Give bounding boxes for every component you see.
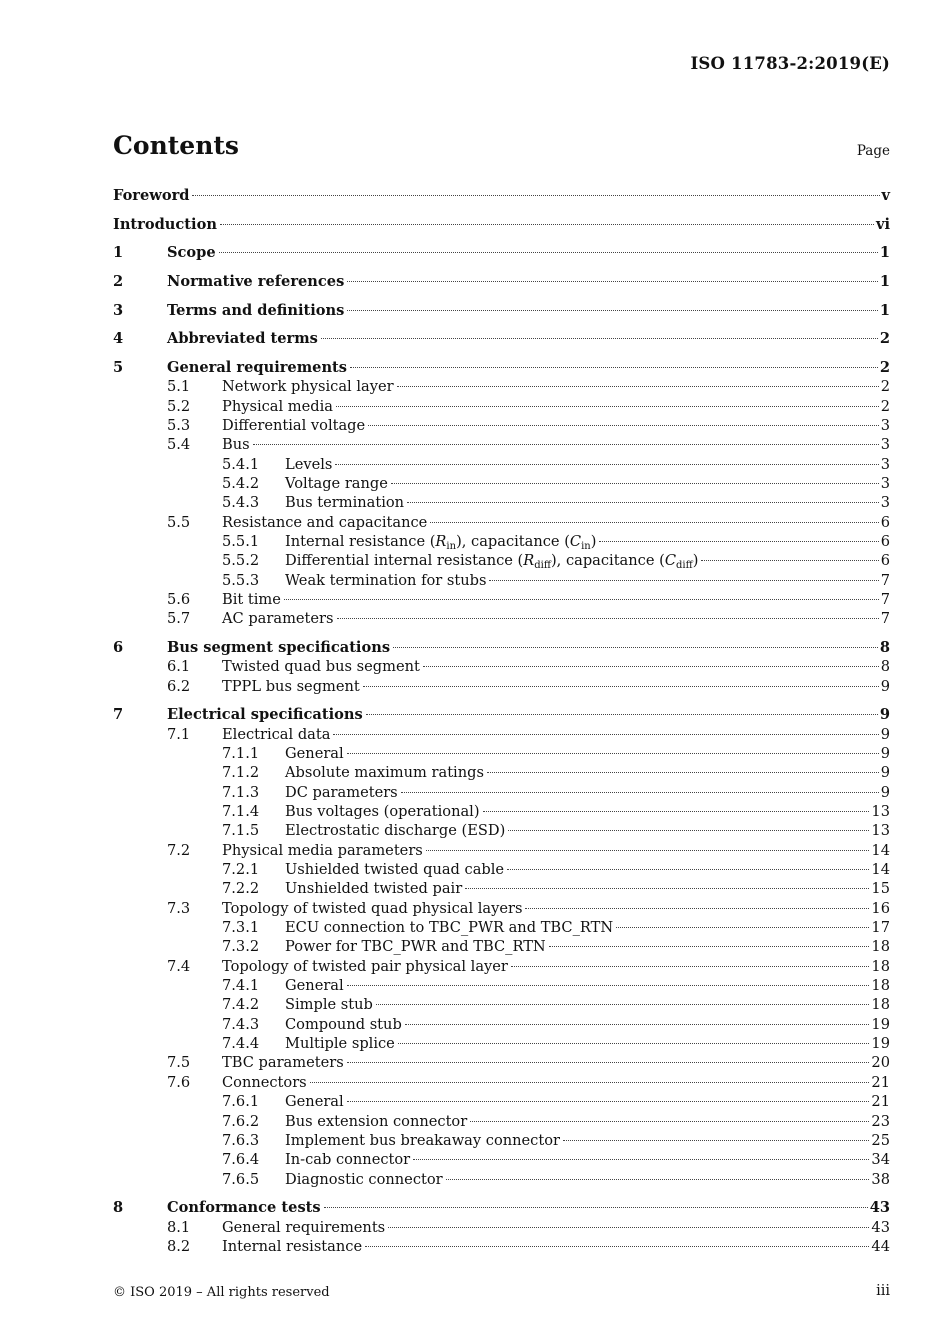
toc-entry-title: Bus voltages (operational) xyxy=(285,803,480,820)
dot-leader xyxy=(253,444,879,445)
toc-entry-title: General xyxy=(285,744,344,762)
dot-leader xyxy=(347,281,878,282)
contents-title: Contents xyxy=(113,131,240,160)
dot-leader xyxy=(363,686,879,687)
dot-leader xyxy=(284,599,879,600)
toc-entry[interactable] xyxy=(0,272,950,291)
toc-entry-page: 1 xyxy=(879,244,890,262)
toc-entry-number: 5.5 xyxy=(167,513,191,531)
toc-entry[interactable] xyxy=(0,329,950,348)
document-id: ISO 11783-2:2019(E) xyxy=(690,54,890,73)
toc-entry[interactable] xyxy=(0,638,950,657)
copyright-notice: © ISO 2019 – All rights reserved xyxy=(113,1285,330,1300)
dot-leader xyxy=(465,888,869,889)
dot-leader xyxy=(388,1227,869,1228)
dot-leader xyxy=(368,425,879,426)
toc-entry[interactable] xyxy=(0,1218,950,1237)
subscript: in xyxy=(581,540,591,552)
toc-entry-title: ECU connection to TBC_PWR and TBC_RTN xyxy=(285,919,614,937)
toc-entry[interactable] xyxy=(0,397,950,416)
toc-entry-number: 5.5.3 xyxy=(222,571,260,589)
dot-leader xyxy=(483,811,870,812)
toc-entry-page: 6 xyxy=(880,532,890,550)
toc-entry-number: 8.1 xyxy=(167,1218,191,1236)
title-text: ), capacitance ( xyxy=(550,552,665,570)
dot-leader xyxy=(470,1121,869,1122)
toc-entry-title: Differential voltage xyxy=(222,416,366,434)
toc-entry-number: 7.2.1 xyxy=(222,861,260,879)
toc-entry-page: 19 xyxy=(871,1035,890,1053)
dot-leader xyxy=(423,666,879,667)
dot-leader xyxy=(220,224,874,225)
dot-leader xyxy=(321,338,878,339)
dot-leader xyxy=(336,406,879,407)
toc-entry-number: 7.2 xyxy=(167,841,191,859)
toc-entry-page: 14 xyxy=(871,861,890,879)
dot-leader xyxy=(563,1140,869,1141)
dot-leader xyxy=(397,386,879,387)
toc-entry-page: 7 xyxy=(880,590,890,608)
toc-entry-number: 5.5.1 xyxy=(222,532,260,550)
toc-entry[interactable] xyxy=(0,918,950,937)
toc-entry-number: 5.4.1 xyxy=(222,455,260,473)
toc-entry-title: Levels xyxy=(285,455,333,473)
toc-entry-page: 13 xyxy=(871,803,890,820)
toc-entry-page: 19 xyxy=(871,1015,890,1033)
toc-entry-number: 2 xyxy=(113,272,124,290)
toc-entry[interactable] xyxy=(0,358,950,377)
toc-entry-page: 3 xyxy=(880,494,890,512)
toc-entry-page: 7 xyxy=(880,571,890,589)
toc-entry-title: Internal resistance xyxy=(222,1237,363,1255)
toc-entry-number: 7.6.3 xyxy=(222,1131,260,1149)
toc-entry-number: 6.2 xyxy=(167,677,191,695)
dot-leader xyxy=(508,830,869,831)
toc-entry-title: Network physical layer xyxy=(222,378,394,396)
italic-symbol: R xyxy=(523,552,535,570)
toc-entry-page: 3 xyxy=(880,474,890,492)
toc-entry-number: 7.6.1 xyxy=(222,1093,260,1111)
toc-entry-title: Topology of twisted quad physical layers xyxy=(222,899,523,917)
toc-entry-title: Ushielded twisted quad cable xyxy=(285,861,505,879)
toc-entry-number: 7.5 xyxy=(167,1054,191,1072)
toc-entry[interactable] xyxy=(0,1170,950,1189)
toc-entry-page: vi xyxy=(875,215,890,233)
toc-entry-page: 1 xyxy=(879,301,890,319)
toc-entry-title: Physical media parameters xyxy=(222,841,423,859)
toc-entry[interactable] xyxy=(0,1015,950,1034)
toc-entry-page: 15 xyxy=(871,880,890,898)
title-text: ), capacitance ( xyxy=(456,532,570,550)
toc-entry-number: 8.2 xyxy=(167,1237,191,1255)
toc-entry-title: TPPL bus segment xyxy=(222,677,360,695)
toc-entry-title: Scope xyxy=(167,244,216,262)
toc-entry[interactable] xyxy=(0,657,950,676)
dot-leader xyxy=(347,1062,870,1063)
toc-entry-page: 9 xyxy=(879,706,890,724)
toc-entry-number: 6 xyxy=(113,638,124,656)
toc-entry-page: 9 xyxy=(880,725,890,743)
dot-leader xyxy=(511,966,870,967)
toc-entry-title: Electrical data xyxy=(222,725,331,743)
toc-entry-page: 21 xyxy=(871,1073,890,1091)
toc-entry-number: 5.6 xyxy=(167,590,191,608)
toc-entry[interactable] xyxy=(0,1092,950,1111)
toc-entry-number: 7.4.4 xyxy=(222,1035,260,1053)
dot-leader xyxy=(487,772,879,773)
toc-entry-number: 7.4 xyxy=(167,957,191,975)
dot-leader xyxy=(366,714,878,715)
dot-leader xyxy=(347,985,870,986)
toc-entry-title: Unshielded twisted pair xyxy=(285,880,463,898)
title-text: ) xyxy=(692,552,699,570)
toc-entry[interactable] xyxy=(0,1237,950,1256)
toc-entry-number: 5.1 xyxy=(167,378,191,396)
toc-entry-page: 2 xyxy=(880,378,890,396)
toc-entry-number: 5.4.2 xyxy=(222,474,260,492)
toc-entry[interactable] xyxy=(0,532,950,551)
toc-entry-title: Weak termination for stubs xyxy=(285,571,487,589)
page-number: iii xyxy=(876,1283,890,1299)
toc-entry[interactable] xyxy=(0,899,950,918)
dot-leader xyxy=(401,792,879,793)
dot-leader xyxy=(407,502,879,503)
toc-entry-page: 44 xyxy=(871,1237,890,1255)
toc-entry-page: 43 xyxy=(871,1218,890,1236)
dot-leader xyxy=(365,1246,869,1247)
subscript: diff xyxy=(675,560,693,572)
toc-entry-page: 13 xyxy=(871,822,890,840)
toc-entry-title xyxy=(285,532,596,551)
toc-entry[interactable] xyxy=(0,1112,950,1131)
toc-entry-title: Bus segment specifications xyxy=(167,638,391,656)
dot-leader xyxy=(376,1004,870,1005)
toc-entry[interactable] xyxy=(0,474,950,493)
toc-entry-page: 6 xyxy=(880,513,890,531)
title-text: Differential internal resistance ( xyxy=(285,552,524,570)
toc-entry-page: 8 xyxy=(880,658,890,676)
toc-entry-page: 2 xyxy=(880,397,890,415)
toc-entry-title: Bus extension connector xyxy=(285,1112,468,1130)
dot-leader xyxy=(347,310,877,311)
dot-leader xyxy=(347,753,879,754)
toc-entry-page: 8 xyxy=(879,638,890,656)
toc-entry-page: 38 xyxy=(871,1170,890,1188)
toc-entry-number: 7.1.3 xyxy=(222,783,260,801)
toc-entry-page: 34 xyxy=(871,1151,890,1169)
toc-entry[interactable] xyxy=(0,976,950,995)
toc-entry-title: General requirements xyxy=(167,358,348,376)
toc-entry-title: Abbreviated terms xyxy=(167,330,318,348)
toc-entry-page: 3 xyxy=(880,436,890,454)
toc-entry-page: 14 xyxy=(871,841,890,859)
toc-entry-page: 3 xyxy=(880,455,890,473)
toc-entry-number: 5.7 xyxy=(167,610,191,628)
dot-leader xyxy=(616,927,869,928)
toc-entry-number: 3 xyxy=(113,301,124,319)
toc-entry-page: 20 xyxy=(871,1054,890,1072)
toc-entry-number: 7.3.2 xyxy=(222,938,260,956)
toc-entry-number: 7.1.5 xyxy=(222,822,260,840)
toc-entry-title: Normative references xyxy=(167,272,345,290)
dot-leader xyxy=(426,850,870,851)
toc-entry-title: General requirements xyxy=(222,1218,386,1236)
toc-entry[interactable] xyxy=(0,215,950,234)
toc-entry-title: General xyxy=(285,1093,344,1111)
dot-leader xyxy=(347,1101,870,1102)
toc-entry[interactable] xyxy=(0,879,950,898)
toc-entry-page: 25 xyxy=(871,1131,890,1149)
toc-entry[interactable] xyxy=(0,1131,950,1150)
toc-entry[interactable] xyxy=(0,995,950,1014)
toc-entry-page: 9 xyxy=(880,783,890,801)
toc-entry-title: TBC parameters xyxy=(222,1054,344,1072)
dot-leader xyxy=(446,1179,870,1180)
toc-entry-number: 7.1.4 xyxy=(222,803,260,820)
toc-entry-page: 23 xyxy=(871,1112,890,1130)
toc-entry[interactable] xyxy=(0,609,950,628)
toc-entry[interactable] xyxy=(0,705,950,724)
dot-leader xyxy=(599,541,878,542)
dot-leader xyxy=(430,522,878,523)
toc-entry-number: 5.4 xyxy=(167,436,191,454)
toc-entry[interactable] xyxy=(0,802,950,821)
toc-entry-number: 7.6.4 xyxy=(222,1151,260,1169)
toc-entry[interactable] xyxy=(0,513,950,532)
dot-leader xyxy=(489,580,878,581)
dot-leader xyxy=(310,1082,870,1083)
toc-entry[interactable] xyxy=(0,455,950,474)
toc-entry-page: 7 xyxy=(880,610,890,628)
toc-entry[interactable] xyxy=(0,725,950,744)
toc-entry-number: 7.6.5 xyxy=(222,1170,260,1188)
toc-entry[interactable] xyxy=(0,377,950,396)
dot-leader xyxy=(337,618,879,619)
dot-leader xyxy=(701,560,878,561)
toc-entry[interactable] xyxy=(0,435,950,454)
toc-entry-title: Multiple splice xyxy=(285,1035,395,1053)
toc-entry-title: Twisted quad bus segment xyxy=(222,658,420,676)
page-column-label: Page xyxy=(856,143,890,159)
toc-entry-page: 17 xyxy=(871,919,890,937)
italic-symbol: R xyxy=(435,532,447,550)
toc-entry-page: 9 xyxy=(880,744,890,762)
toc-entry-title: Foreword xyxy=(113,187,190,204)
toc-entry[interactable] xyxy=(0,677,950,696)
dot-leader xyxy=(549,946,870,947)
toc-entry-number: 5.5.2 xyxy=(222,552,260,570)
toc-entry[interactable] xyxy=(0,243,950,262)
toc-entry-title: Connectors xyxy=(222,1073,307,1091)
toc-entry-page: v xyxy=(881,187,890,204)
toc-entry[interactable] xyxy=(0,1150,950,1169)
toc-entry-title: Compound stub xyxy=(285,1015,402,1033)
toc-entry-number: 5.4.3 xyxy=(222,494,260,512)
toc-entry[interactable] xyxy=(0,493,950,512)
dot-leader xyxy=(405,1024,870,1025)
toc-entry[interactable] xyxy=(0,1053,950,1072)
toc-entry-page: 9 xyxy=(880,677,890,695)
toc-entry-title: Bit time xyxy=(222,590,281,608)
toc-entry-title: Bus termination xyxy=(285,494,405,512)
toc-entry-title: Terms and definitions xyxy=(167,301,345,319)
title-text: Internal resistance ( xyxy=(285,532,436,550)
toc-entry-page: 6 xyxy=(880,552,890,570)
toc-entry-number: 7.1.2 xyxy=(222,764,260,782)
toc-entry-title: In-cab connector xyxy=(285,1151,411,1169)
toc-entry-title: DC parameters xyxy=(285,783,398,801)
toc-entry-number: 7 xyxy=(113,706,124,724)
dot-leader xyxy=(413,1159,869,1160)
toc-entry-title: General xyxy=(285,977,344,995)
dot-leader xyxy=(350,367,878,368)
dot-leader xyxy=(324,1207,868,1208)
toc-entry-number: 4 xyxy=(113,330,124,348)
toc-entry-number: 7.6 xyxy=(167,1073,191,1091)
toc-entry-number: 5.3 xyxy=(167,416,191,434)
toc-entry-number: 5.2 xyxy=(167,397,191,415)
title-text: ) xyxy=(590,532,597,550)
toc-entry-number: 7.1 xyxy=(167,725,191,743)
toc-entry-number: 8 xyxy=(113,1199,124,1217)
toc-entry[interactable] xyxy=(0,186,950,205)
toc-entry-title: Bus xyxy=(222,436,250,454)
toc-entry[interactable] xyxy=(0,783,950,802)
toc-entry-number: 7.4.1 xyxy=(222,977,260,995)
italic-symbol: C xyxy=(664,552,676,570)
toc-entry[interactable] xyxy=(0,957,950,976)
toc-entry-page: 18 xyxy=(871,938,890,956)
toc-entry-title: Physical media xyxy=(222,397,333,415)
toc-entry-number: 5 xyxy=(113,358,124,376)
toc-entry-page: 1 xyxy=(879,272,890,290)
toc-entry[interactable] xyxy=(0,860,950,879)
toc-entry[interactable] xyxy=(0,301,950,320)
toc-entry-number: 7.1.1 xyxy=(222,744,260,762)
toc-entry[interactable] xyxy=(0,763,950,782)
toc-entry-number: 7.2.2 xyxy=(222,880,260,898)
toc-entry-number: 7.3 xyxy=(167,899,191,917)
toc-entry-title: Topology of twisted pair physical layer xyxy=(222,957,508,975)
toc-entry-title: Electrostatic discharge (ESD) xyxy=(285,822,506,840)
toc-entry[interactable] xyxy=(0,1073,950,1092)
toc-entry-page: 2 xyxy=(879,358,890,376)
dot-leader xyxy=(507,869,869,870)
toc-entry-title: AC parameters xyxy=(222,610,334,628)
toc-entry-title: Conformance tests xyxy=(167,1199,321,1217)
toc-entry-page: 3 xyxy=(880,416,890,434)
toc-entry[interactable] xyxy=(0,571,950,590)
subscript: diff xyxy=(534,560,551,572)
dot-leader xyxy=(391,483,879,484)
toc-entry-title: Simple stub xyxy=(285,996,373,1014)
toc-entry-page: 9 xyxy=(880,764,890,782)
toc-entry[interactable] xyxy=(0,1034,950,1053)
toc-entry[interactable] xyxy=(0,590,950,609)
toc-entry-number: 7.6.2 xyxy=(222,1112,260,1130)
toc-entry-page: 18 xyxy=(871,977,890,995)
dot-leader xyxy=(393,647,878,648)
toc-entry-number: 1 xyxy=(113,244,124,262)
toc-entry-title: Resistance and capacitance xyxy=(222,513,428,531)
toc-entry-title: Introduction xyxy=(113,215,217,233)
toc-entry[interactable] xyxy=(0,1198,950,1217)
toc-entry[interactable] xyxy=(0,744,950,763)
subscript: in xyxy=(446,540,457,552)
toc-entry-title: Voltage range xyxy=(285,474,388,492)
toc-entry-title: Diagnostic connector xyxy=(285,1170,443,1188)
toc-entry-title: Absolute maximum ratings xyxy=(285,764,484,782)
toc-entry[interactable] xyxy=(0,841,950,860)
toc-entry[interactable] xyxy=(0,551,950,570)
toc-entry-title: Electrical specifications xyxy=(167,706,363,724)
toc-entry-number: 7.3.1 xyxy=(222,919,260,937)
dot-leader xyxy=(219,252,878,253)
toc-entry-number: 7.4.3 xyxy=(222,1015,260,1033)
toc-entry-title xyxy=(285,551,698,570)
toc-entry-page: 16 xyxy=(871,899,890,917)
toc-entry-title: Power for TBC_PWR and TBC_RTN xyxy=(285,938,546,956)
toc-entry-page: 2 xyxy=(879,330,890,348)
dot-leader xyxy=(398,1043,870,1044)
italic-symbol: C xyxy=(569,532,582,550)
toc-entry-number: 7.4.2 xyxy=(222,996,260,1014)
table-of-contents xyxy=(0,186,950,1256)
toc-entry-title: Implement bus breakaway connector xyxy=(285,1131,560,1149)
dot-leader xyxy=(333,734,878,735)
dot-leader xyxy=(192,195,879,196)
toc-entry-page: 18 xyxy=(871,957,890,975)
toc-entry[interactable] xyxy=(0,821,950,840)
toc-entry-page: 18 xyxy=(871,996,890,1014)
toc-entry-page: 43 xyxy=(869,1199,890,1217)
toc-entry[interactable] xyxy=(0,416,950,435)
dot-leader xyxy=(335,464,878,465)
toc-entry[interactable] xyxy=(0,937,950,956)
toc-entry-number: 6.1 xyxy=(167,658,191,676)
dot-leader xyxy=(525,908,869,909)
toc-entry-page: 21 xyxy=(871,1093,890,1111)
